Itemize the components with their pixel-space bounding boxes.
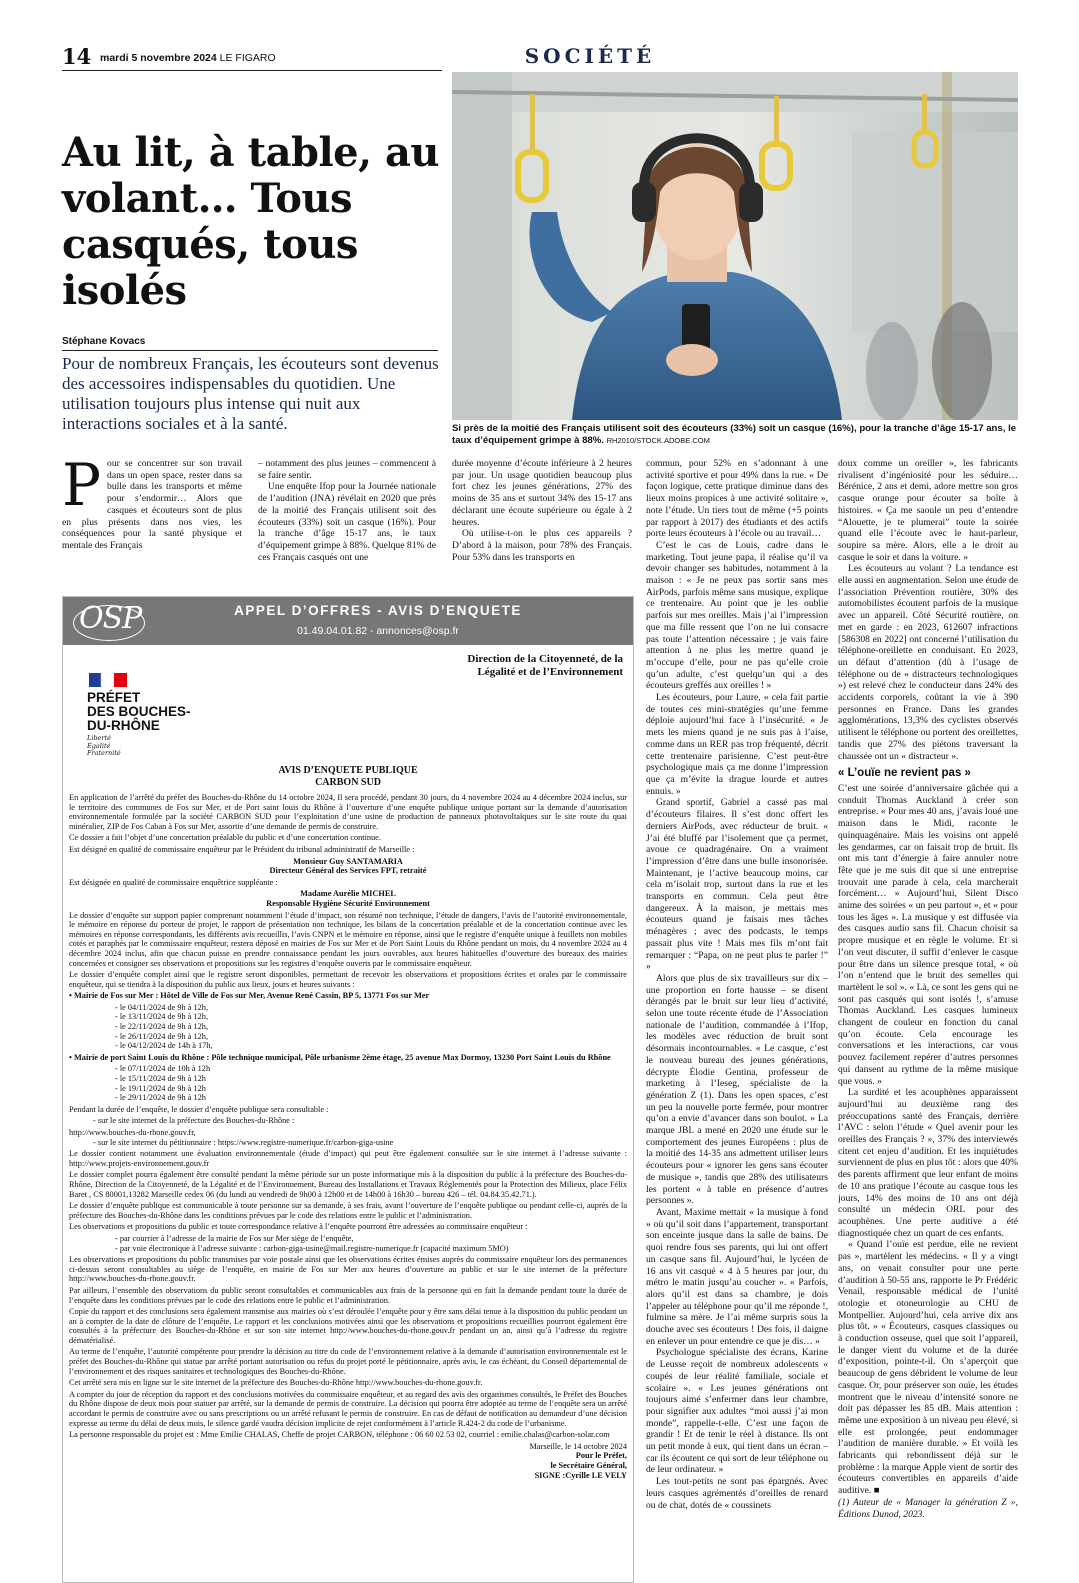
- legal-paragraph: Ce dossier a fait l’objet d’une concertation préalable du public et d’une concertation continue.: [69, 833, 381, 843]
- column-paragraph: La surdité et les acouphènes apparaissent aujourd’hui au deuxième rang des préoccupations santé des Français, derrière l’AVC : selon l’étude « Quel avenir pour les oreilles des Français ? », 37% des interviewés citent cet enjeu d’audition. Et les inquiétudes surviennent de plus en plus tôt : alors que 40% des parents affirment que leur enfant de moins de 10 ans pratique l’écoute au casque tous les jours, 14% des moins de 10 ans ont déjà consulté un médecin ORL pour des acouphènes. Une perte auditive a été diagnostiquée chez un quart de ces enfants.: [838, 1087, 1018, 1239]
- column-paragraph: Les tout-petits ne sont pas épargnés. Avec leurs casques agrémentés d’oreilles de renard ou de chat, dotés de « coussinets: [646, 1476, 828, 1511]
- footnote: (1) Auteur de « Manager la génération Z », Éditions Dunod, 2023.: [838, 1496, 1018, 1520]
- legal-paragraph: Le dossier d’enquête sur support papier comprenant notamment l’étude d’impact, son résumé non technique, l’étude de dangers, l’avis de l’autorité environnementale, le mémoire en réponse du porteur de projet, le rapport de présentation non technique, les bilans de la concertation préalable et de la concertation continue avec les mémoires en réponse correspondants, les différents avis recueillis, l’avis CNPN et le mémoire en réponse, ainsi que le registre d’enquête unique à feuillets non mobiles cotés et paraphés par le commissaire enquêteur, restera déposé en mairies de Fos sur Mer et de Port Saint Louis du Rhône pendant un mois, du 4 novembre 2024 au 4 décembre 2024 inclus, afin que chacun puisse en prendre connaissance pendant les jours ouvrables, aux heures habituelles d’ouverture des bureaux des mairies concernées et consigner ses observations et propositions sur les registres d’enquête ouverts par le commissaire enquêteur.: [69, 910, 627, 968]
- legal-paragraph: Le dossier contient notamment une évaluation environnementale (étude d’impact) qui peut être également consultée sur le site internet à l’adresse suivante : http://www.projets-environnement.gouv.fr: [69, 1149, 627, 1168]
- mairie-port-saint-louis: • Mairie de port Saint Louis du Rhône : Pôle technique municipal, Pôle urbanisme 2ème étage, 25 avenue Max Dormoy, 13230 Port Saint Louis du Rhône: [69, 1052, 611, 1062]
- newspaper-name: LE FIGARO: [219, 52, 276, 64]
- legal-paragraph: Pendant la durée de l’enquête, le dossier d’enquête publique sera consultable :: [69, 1104, 329, 1114]
- legal-paragraph: - par courrier à l’adresse de la mairie de Fos sur Mer siège de l’enquête,: [115, 1233, 354, 1243]
- legal-paragraph: - par voie électronique à l’adresse suivante : carbon-giga-usine@mail.registre-numerique.fr (capacité maximum 5MO): [115, 1243, 509, 1253]
- date-line: - le 07/11/2024 de 10h à 12h: [115, 1064, 211, 1074]
- column-paragraph: Les écouteurs, pour Laure, « cela fait partie de toutes ces mini-stratégies qu’une femme déploie aujourd’hui face à l’insécurité. « Je mets les miens quand je ne suis pas à l’aise, comme dans un RER pas trop fréquenté, décrit cette trentenaire parisienne. C’est peut-être psychologique mais ça me donne l’impression que ça m’évite la drague lourde et autres ennuis. »: [646, 692, 828, 797]
- article-column-5: [838, 458, 1018, 1580]
- column-paragraph: « Quand l’ouïe est perdue, elle ne revient pas », martèlent les médecins. « Il y a vingt ans, on venait consulter pour une perte d’audition à 50-55 ans, rapporte le Pr Frédéric Venail, responsable médical de l’unité otologie et otoneurologie au CHU de Montpellier. Aujourd’hui, cela arrive dix ans plus tôt. » « Écouteurs, casques classiques ou à conduction osseuse, quel que soit l’appareil, le danger vient du volume et de la durée d’exposition, pointe-t-il. On s’aperçoit que beaucoup de gens débrident le volume de leur casque. Or, pour préserver son ouïe, les études montrent que le niveau d’intensité sonore ne doit pas dépasser les 85 dB. Mais attention : même une exposition à un niveau peu élevé, si elle est prolongée, peut endommager l’audition de manière durable. » Et voilà les fabricants qui rebondissent déjà sur le problème : la marque Apple vient de sortir des écouteurs convertibles en appareils d’aide auditive. ■: [838, 1239, 1018, 1497]
- notice-bar-title: APPEL D’OFFRES - AVIS D’ENQUETE: [234, 603, 522, 618]
- column-paragraph: Les écouteurs au volant ? La tendance est elle aussi en augmentation. Selon une étude de l’association Prévention routière, 30% des automobilistes écoutent parfois de la musique avec un appareil. Côté Sécurité routière, on met en garde : en 2023, 612607 infractions [586308 en 2022] ont concerné l’utilisation du téléphone-oreillette en conduisant. En 2023, un défaut d’attention (dû à l’usage de téléphone ou de « distracteurs technologiques ») est relevé chez le conducteur dans 24% des accidents corporels, coûtant la vie à 390 personnes en France. Dans les grandes agglomérations, 13,3% des cyclistes observés utilisent le téléphone ou portent des oreillettes, tandis que 27% des piétons traversant la chaussée ont un « distracteur ».: [838, 563, 1018, 762]
- avis-title: [63, 765, 633, 789]
- date-text: mardi 5 novembre 2024: [100, 52, 217, 64]
- date-line: - le 15/11/2024 de 9h à 12h: [115, 1074, 206, 1084]
- notice-contact: 01.49.04.01.82 - annonces@osp.fr: [297, 625, 459, 637]
- column-paragraph: Grand sportif, Gabriel a cassé pas mal d’écouteurs filaires. Il s’est donc offert les derniers AirPods, avec réducteur de bruit. « J’ai été bluffé par l’isolement que ça permet, avoue ce quadragénaire. On a vraiment l’impression d’être dans une bulle insonorisée. Maintenant, je l’active beaucoup moins, car cela m’isolait trop, surtout dans la rue et les transports en commun. Cela peut être dangereux. À la maison, je mettais mes écouteurs quand je faisais mes tâches ménagères ; avec des podcasts, le temps passait plus vite ! Mais mes fils m’ont fait remarquer : “Papa, on ne peut plus te parler !” »: [646, 797, 828, 973]
- signature-line: le Secrétaire Général,: [550, 1461, 627, 1470]
- direction-heading: Direction de la Citoyenneté, de la Légalité et de l’Environnement: [467, 653, 623, 678]
- date-line: - le 19/11/2024 de 9h à 12h: [115, 1083, 206, 1093]
- date-line: - le 13/11/2024 de 9h à 12h,: [115, 1012, 209, 1022]
- article-column-3: [452, 458, 632, 563]
- author-rule: [62, 350, 438, 351]
- notice-header-bar: [63, 597, 633, 645]
- date-line: - le 29/11/2024 de 9h à 12h: [115, 1093, 206, 1103]
- date-line: - le 04/11/2024 de 9h à 12h,: [115, 1002, 209, 1012]
- article-column-1: [62, 451, 242, 552]
- legal-paragraph: En application de l’arrêté du préfet des Bouches-du-Rhône du 14 octobre 2024, Il sera procédé, pendant 30 jours, du 4 novembre 2024 au 4 décembre 2024 inclus, sur le territoire des communes de Fos sur Mer, et de Port saint louis du Rhône à l’ouverture d’une enquête publique unique portant sur la demande d’autorisation environnementale formulée par la société CARBON SUD pour l’exploitation d’une usine de production de panneaux photovoltaïques sur le site route du quai minéralier, ZIP de Fos Caban à Fos sur Mer, assortie d’une demande de permis de construire.: [69, 793, 627, 831]
- caption-text: Si près de la moitié des Français utilisent soit des écouteurs (33%) soit un casque (16%), pour la tranche d’âge 15-17 ans, le taux d’équipement grimpe à 88%.: [452, 423, 1017, 446]
- signature-line: SIGNE :Cyrille LE VELY: [534, 1470, 627, 1480]
- devise-line: Liberté: [87, 734, 111, 742]
- commissaire-role: Directeur Général des Services FPT, retraité: [269, 866, 427, 876]
- article-photo: [452, 72, 1018, 420]
- article-chapo: Pour de nombreux Français, les écouteurs sont devenus des accessoires indispensables du quotidien. Une utilisation toujours plus intense qui nuit aux interactions sociales et à la santé.: [62, 354, 439, 433]
- commissaire-name: Monsieur Guy SANTAMARIA: [293, 856, 403, 866]
- prefet-line: DES BOUCHES-: [87, 704, 191, 719]
- column-paragraph: durée moyenne d’écoute inférieure à 2 heures par jour. Un usage quotidien beaucoup plus fort chez les jeunes générations, 27% des moins de 35 ans et surtout 34% des 15-17 ans déclarant une écoute supérieure ou égale à 2 heures.: [452, 458, 632, 528]
- legal-paragraph: Au terme de l’enquête, l’autorité compétente pour prendre la décision au titre du code de l’environnement relative à la demande d’autorisation environnementale est le préfet des Bouches-du-Rhône qui statue par arrêté portant autorisation ou refus du projet porté le pétitionnaire, après avis, le cas échéant, du Conseil départemental de l’environnement et des risques sanitaires et technologiques des Bouches-du-Rhône.: [69, 1347, 627, 1376]
- devise-line: Égalité: [87, 741, 111, 750]
- legal-paragraph: La personne responsable du projet est : Mme Emilie CHALAS, Cheffe de projet CARBON, téléphone : 06 60 02 53 02, courriel : emilie.chalas@carbon-solar.com: [69, 1430, 610, 1440]
- suppleante-name: Madame Aurélie MICHEL: [300, 889, 396, 899]
- devise-block: [87, 735, 121, 758]
- prefet-line: DU-RHÔNE: [87, 718, 160, 733]
- article-subhead: « L’ouïe ne revient pas »: [838, 767, 971, 780]
- legal-paragraph: - sur le site internet du pétitionnaire : https://www.registre-numerique.fr/carbon-giga-usine: [93, 1137, 394, 1147]
- avis-title-line: CARBON SUD: [315, 777, 381, 788]
- legal-paragraph: Cet arrêté sera mis en ligne sur le site internet de la préfecture des Bouches-du-Rhône http://www.bouches-du-rhone.gouv.fr.: [69, 1378, 483, 1388]
- legal-paragraph: Copie du rapport et des conclusions sera également transmise aux mairies où s’est déroulée l’enquête pour y être sans délai tenue à la disposition du public pendant un an à compter de la date de clôture de l’enquête. Le rapport et les conclusions motivées ainsi que les observations et propositions recueillies pourront également être consultés à la préfecture des Bouches-du-Rhône et sur son site internet http://www.bouches-du-rhone.gouv.fr pendant un an, ainsi qu’à l’adresse du registre dématérialisé.: [69, 1307, 627, 1345]
- column-paragraph: C’est une soirée d’anniversaire gâchée qui a conduit Thomas Auckland à créer son entreprise. « Pour mes 40 ans, j’avais loué une maison dans le Midi, raconte le quinquagénaire. Mais les voisins ont appelé les gendarmes, car on faisait trop de bruit. Ils ont mis tant d’énergie à faire annuler notre fête que je me suis dit que si une entreprise trouvait une parade à cela, cela marcherait forcément… » Aujourd’hui, Silent Disco anime des soirées « un peu partout », et « pour tous les âges ». La musique y est diffusée via des casques audio sans fil. Chacun choisit sa propre musique et en règle le volume. Et si l’on veut discuter, il suffit d’enlever le casque pour être dans un silence presque total, « où l’on n’entend que le bruit des semelles qui martèlent le sol ». « Là, ce sont les gens qui ne sont pas casqués qui sont isolés !, s’amuse Thomas Auckland. Les casques lumineux changent de couleur en fonction du canal qu’on écoute. Cela encourage les conversations et les interactions, car vous pouvez facilement repérer d’autres personnes qui dansent au rythme de la même musique que vous. »: [838, 782, 1018, 1087]
- legal-paragraph: Le dossier d’enquête complet ainsi que le registre seront disponibles, permettant de recevoir les observations et propositions écrites et orales par le commissaire enquêteur, qui se tiendra à la disposition du public aux lieux, jours et heures suivants :: [69, 970, 627, 989]
- photo-credit: RH2010/STOCK.ADOBE.COM: [606, 436, 710, 445]
- header-date: [100, 52, 276, 64]
- prefecture-url: http://www.bouches-du-rhone.gouv.fr,: [69, 1128, 196, 1137]
- legal-paragraph: - sur le site internet de la préfecture des Bouches-du-Rhône :: [93, 1116, 295, 1126]
- column-paragraph: commun, pour 52% en s’adonnant à une activité sportive et pour 49% dans la rue. « De façon logique, cette pratique diminue dans des lieux moins propices à une activité solitaire », note l’étude. Un tiers tout de même (+5 points par rapport à 2017) des étudiants et des actifs porte leurs écouteurs à l’école ou au travail…: [646, 458, 828, 540]
- column-paragraph: Avant, Maxime mettait « la musique à fond » où qu’il soit dans l’appartement, transportant son enceinte jusque dans la salle de bains. De quoi rendre fous ses parents, qui lui ont offert un casque sans fil. Aujourd’hui, le lycéen de 16 ans vit casqué « 4 à 5 heures par jour, du métro le matin jusqu’au coucher ». « Parfois, alors qu’il est dans sa chambre, je dois l’appeler au téléphone pour qu’il me réponde !, fulmine sa mère. Je l’ai même surpris sous la douche avec ses écouteurs ! Des fois, il daigne en enlever un pour entendre ce que je dis… »: [646, 1207, 828, 1347]
- osp-logo: OSP: [79, 601, 142, 636]
- page-number: 14: [62, 44, 92, 69]
- legal-notice-box: [62, 596, 634, 1583]
- legal-paragraph: Par ailleurs, l’ensemble des observations du public seront consultables et communicables aux frais de la personne qui en fait la demande pendant toute la durée de l’enquête dans les conditions prévues par le code des relations entre le public et l’administration.: [69, 1285, 627, 1305]
- column-paragraph: Alors que plus de six travailleurs sur dix – une proportion en forte hausse – se disent dérangés par le bruit sur leur lieu d’activité, selon une toute récente étude de l’Association nationale de l’audition, commandée à l’Ifop, les modèles avec réduction de bruit sont désormais incontournables. « Le casque, c’est le nouveau bureau des jeunes générations, décrypte Élodie Gentina, professeur de marketing à l’Ieseg, spécialiste de la génération Z (1). Dans les open spaces, c’est un peu la nouvelle porte fermée, pour montrer qu’on a envie d’avancer dans son boulot. » La marque JBL a mené en 2020 une étude sur le comportement des jeunes Européens : plus de la moitié des 14-35 ans admettent utiliser leurs écouteurs pour « ignorer les gens sans écouter de musique », tandis que 28% des utilisateurs les portent « à table en présence d’autres personnes ».: [646, 972, 828, 1207]
- article-column-4: [646, 458, 828, 1580]
- prefet-block: [87, 691, 191, 733]
- legal-paragraph: Les observations et propositions du public transmises par voie postale ainsi que les observations écrites émises auprès du commissaire enquêteur lors des permanences ci-dessus seront consultables au siège de l’enquête, en mairie de Fos sur Mer aux heures d’ouverture au public et sur le site internet de la préfecture http://www.bouches-du-rhone.gouv.fr.: [69, 1255, 627, 1284]
- legal-paragraph: Est désignée en qualité de commissaire enquêtrice suppléante :: [69, 877, 278, 887]
- prefet-line: PRÉFET: [87, 690, 141, 705]
- date-line: - le 22/11/2024 de 9h à 12h,: [115, 1022, 209, 1032]
- header-rule: [62, 70, 442, 71]
- column-paragraph: C’est le cas de Louis, cadre dans le marketing. Tout jeune papa, il réalise qu’il va devoir changer ses habitudes, notamment à la maison : « Je ne peux pas sortir sans mes AirPods, parfois même sans musique, explique ce trentenaire. Au point que je les oublie parfois sur mes oreilles. Mais j’ai l’impression que ma fille ressent que l’on ne lui consacre pas toute l’attention nécessaire ; je vais faire attention à ne plus les mettre quand je m’occupe d’elle, pour ne pas qu’elle croie qu’un adulte, c’est quelqu’un qui a des écouteurs greffés aux oreilles ! »: [646, 539, 828, 692]
- legal-text: [69, 793, 627, 1480]
- column-paragraph: doux comme un oreiller », les fabricants rivalisent d’ingéniosité pour les séduire… Bérénice, 2 ans et demi, adore mettre son gros casque orange pour écouter sa boîte à histoires. « Ça me saoule un peu d’entendre “Alouette, je te plumerai” toute la soirée quand elle l’écoute avec le haut-parleur, soupire sa mère. Alors, elle a le droit au casque le soir et dans la voiture. »: [838, 458, 1018, 563]
- drop-cap: P: [62, 451, 102, 519]
- photo-illustration: [452, 72, 1018, 420]
- article-column-2: [258, 458, 436, 563]
- signature-place: Marseille, le 14 octobre 2024: [529, 1441, 627, 1451]
- legal-paragraph: A compter du jour de réception du rapport et des conclusions motivées du commissaire enquêteur, et au regard des avis des organismes consultés, le Préfet des Bouches du Rhône dispose de deux mois pour statuer par arrêté, sur la demande de permis de construire. La décision qui pourra être adoptée au terme de l’enquête sera un arrêté accordant le permis de construire avec ou sans prescriptions ou un arrêté refusant le permis de construire. En cas de défaut de notification au demandeur d’une décision expresse au terme du délai de deux mois, le silence gardé vaudra décision implicite de rejet conformément à l’article R.424-2 du code de l’urbanisme.: [69, 1389, 627, 1428]
- column-paragraph: our se concentrer sur son travail dans un open space, rester dans sa bulle dans les transports et même pour s’endormir… Alors que casques et écouteurs sont de plus en plus présents dans nos vies, les conséquences pour la santé physique et mentale des Français: [62, 458, 242, 551]
- column-paragraph: Une enquête Ifop pour la Journée nationale de l’audition (JNA) révélait en 2020 que près de la moitié des Français utilisent soit des écouteurs (33%) soit un casque (16%). Pour la tranche d’âge 15-17 ans, le taux d’équipement grimpe à 88%. Quelque 81% de ces Français casqués ont une: [258, 481, 436, 563]
- article-author: Stéphane Kovacs: [62, 336, 146, 347]
- date-line: - le 04/12/2024 de 14h à 17h,: [115, 1041, 213, 1051]
- legal-paragraph: Le dossier complet pourra également être consulté pendant la même période sur un poste informatique mis à la disposition du public à la préfecture des Bouches-du-Rhône, Direction de la Citoyenneté, de la Légalité et de l’Environnement, Bureau des Installations et Travaux Réglementés pour la Protection des Milieux, place Félix Baret , CS 80001,13282 Marseille cedex 06 (du lundi au vendredi de 9h00 à 12h00 et de 14h00 à 16h30 – bureau 426 – tél. 04.84.35.42.71.).: [69, 1170, 627, 1199]
- marianne-flag-icon: [89, 673, 127, 687]
- devise-line: Fraternité: [87, 749, 121, 757]
- date-line: - le 26/11/2024 de 9h à 12h,: [115, 1031, 209, 1041]
- column-paragraph: Où utilise-t-on le plus ces appareils ? D’abord à la maison, pour 78% des Français. Pour 53% dans les transports en: [452, 528, 632, 563]
- legal-paragraph: Les observations et propositions du public et toute correspondance relative à l’enquête pourront être adressées au commissaire enquêteur :: [69, 1222, 528, 1232]
- photo-caption: [452, 423, 1018, 447]
- legal-paragraph: Le dossier d’enquête publique est communicable à toute personne sur sa demande, à ses frais, avant l’ouverture de l’enquête publique ou pendant celle-ci, auprès de la préfecture des Bouches-du-Rhône dans les conditions prévues par le code des relations entre le public et l’administration.: [69, 1201, 627, 1220]
- article-title: Au lit, à table, au volant… Tous casqués, tous isolés: [62, 129, 439, 314]
- mairie-fos: • Mairie de Fos sur Mer : Hôtel de Ville de Fos sur Mer, Avenue René Cassin, BP 5, 13771 Fos sur Mer: [69, 991, 430, 1001]
- signature-line: Pour le Préfet,: [575, 1451, 627, 1461]
- column-paragraph: Psychologue spécialiste des écrans, Karine de Leusse reçoit de nombreux adolescents « coupés de leur réalité familiale, sociale et scolaire ». « Les jeunes générations ont toujours aimé s’enfermer dans leur chambre, pour signifier aux adultes “moi aussi j’ai mon monde”, rappelle-t-elle. C’est une façon de grandir ! Et de tenir le réel à distance. Ils ont un petit monde à eux, qui tient dans un écran – car ils écoutent ce qui sort de leur téléphone ou de leur ordinateur. »: [646, 1347, 828, 1476]
- suppleante-role: Responsable Hygiène Sécurité Environnement: [266, 898, 430, 908]
- column-paragraph: – notamment des plus jeunes – commencent à se faire sentir.: [258, 458, 436, 481]
- section-rubric: SOCIÉTÉ: [524, 44, 656, 68]
- avis-title-line: AVIS D’ENQUETE PUBLIQUE: [278, 765, 418, 776]
- legal-paragraph: Est désigné en qualité de commissaire enquêteur par le Président du tribunal administratif de Marseille :: [69, 844, 415, 854]
